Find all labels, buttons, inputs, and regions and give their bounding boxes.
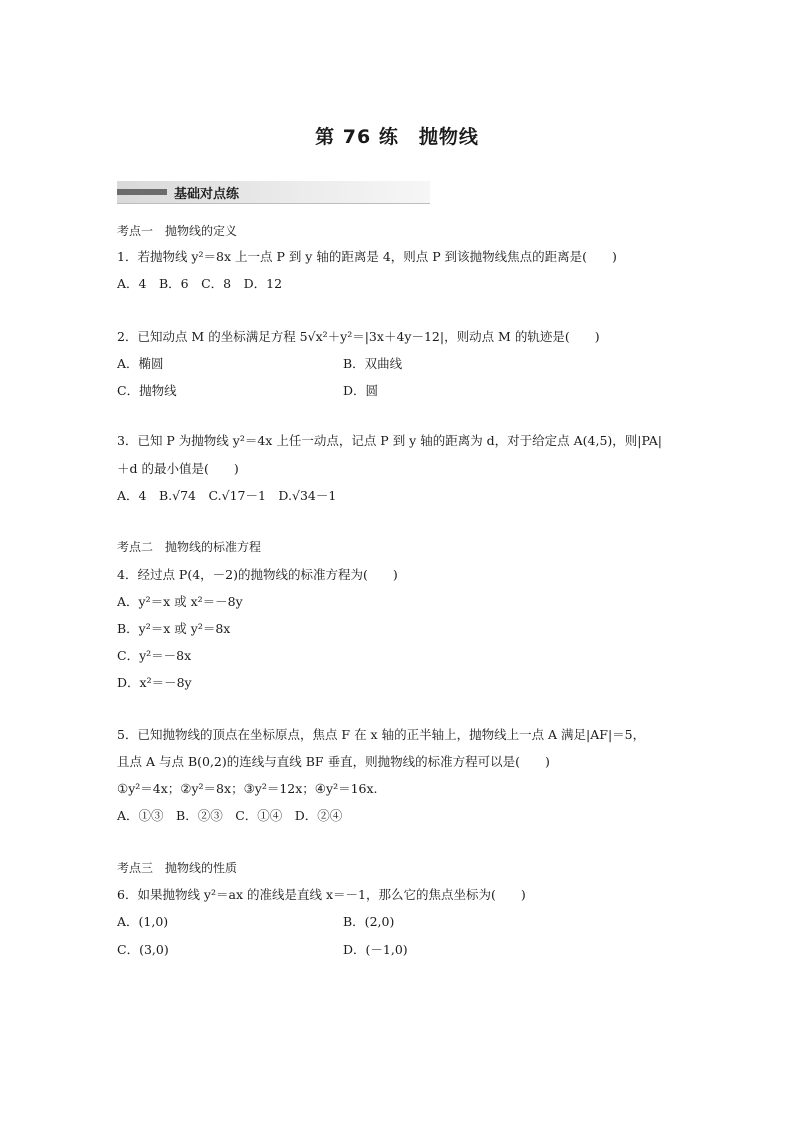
- question-6-option-c: C．(3,0): [117, 942, 169, 957]
- question-1-stem: 1．若抛物线 y²＝8x 上一点 P 到 y 轴的距离是 4，则点 P 到该抛物线焦点的距离是( ): [117, 249, 617, 264]
- question-4-option-c: C．y²＝－8x: [117, 648, 192, 663]
- question-2-option-b: B．双曲线: [343, 356, 403, 371]
- section-banner: [117, 181, 430, 204]
- question-6-option-b: B．(2,0): [343, 914, 395, 929]
- topic-heading-3: 考点三 抛物线的性质: [117, 861, 238, 875]
- section-title: 基础对点练: [174, 187, 240, 202]
- page-title: 第 76 练 抛物线: [315, 126, 479, 148]
- question-6-option-d: D．(－1,0): [343, 942, 408, 957]
- question-6-stem: 6．如果抛物线 y²＝ax 的准线是直线 x＝－1，那么它的焦点坐标为( ): [117, 887, 526, 902]
- question-4-option-d: D．x²＝－8y: [117, 675, 192, 690]
- question-5-options: A．①③ B．②③ C．①④ D．②④: [117, 808, 343, 823]
- question-6-option-a: A．(1,0): [117, 914, 169, 929]
- section-banner-bar: [117, 189, 167, 195]
- question-2-option-d: D．圆: [343, 383, 379, 398]
- question-5-stem-line1: 5．已知抛物线的顶点在坐标原点，焦点 F 在 x 轴的正半轴上，抛物线上一点 A 满足|AF|＝5，: [117, 727, 646, 742]
- question-4-stem: 4．经过点 P(4，－2)的抛物线的标准方程为( ): [117, 567, 398, 582]
- topic-heading-2: 考点二 抛物线的标准方程: [117, 540, 262, 554]
- question-5-choices: ①y²＝4x；②y²＝8x；③y²＝12x；④y²＝16x.: [117, 781, 378, 796]
- question-4-option-b: B．y²＝x 或 y²＝8x: [117, 621, 231, 636]
- question-2-option-c: C．抛物线: [117, 383, 177, 398]
- question-5-stem-line2: 且点 A 与点 B(0,2)的连线与直线 BF 垂直，则抛物线的标准方程可以是( ): [117, 754, 550, 769]
- question-4-option-a: A．y²＝x 或 x²＝－8y: [117, 594, 243, 609]
- question-3-stem-line1: 3．已知 P 为抛物线 y²＝4x 上任一动点，记点 P 到 y 轴的距离为 d，对于给定点 A(4,5)，则|PA|: [117, 433, 663, 448]
- question-2-stem: 2．已知动点 M 的坐标满足方程 5√x²＋y²＝|3x＋4y－12|，则动点 M 的轨迹是( ): [117, 329, 600, 344]
- question-3-stem-line2: ＋d 的最小值是( ): [117, 461, 239, 476]
- question-3-options: A．4 B.√74 C.√17－1 D.√34－1: [117, 488, 337, 503]
- question-1-options: A．4 B．6 C．8 D．12: [117, 276, 283, 291]
- topic-heading-1: 考点一 抛物线的定义: [117, 224, 238, 238]
- question-2-option-a: A．椭圆: [117, 356, 164, 371]
